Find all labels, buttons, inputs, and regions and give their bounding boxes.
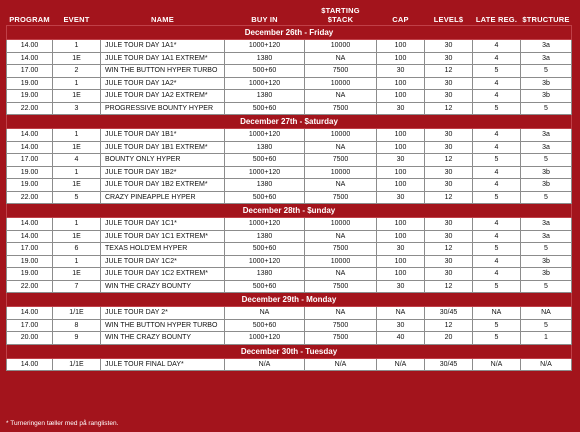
cell-levels: 12 <box>425 280 473 293</box>
cell-late-reg: 5 <box>473 319 521 332</box>
cell-late-reg: 4 <box>473 179 521 192</box>
cell-buyin: 1380 <box>225 230 305 243</box>
cell-event: 1 <box>53 129 101 142</box>
cell-late-reg: 4 <box>473 218 521 231</box>
schedule-body <box>7 26 572 371</box>
day-header-row <box>7 204 572 218</box>
cell-cap: 100 <box>377 52 425 65</box>
cell-stack: 7500 <box>305 319 377 332</box>
cell-structure: 3a <box>521 40 572 53</box>
cell-stack: 7500 <box>305 154 377 167</box>
cell-cap: 100 <box>377 268 425 281</box>
header-buyin: BUY IN <box>251 15 278 24</box>
cell-stack: NA <box>305 307 377 320</box>
cell-late-reg: 5 <box>473 280 521 293</box>
cell-late-reg: 5 <box>473 154 521 167</box>
cell-stack: 10000 <box>305 40 377 53</box>
table-row <box>7 332 572 345</box>
cell-stack: NA <box>305 52 377 65</box>
cell-structure: 3b <box>521 90 572 103</box>
table-row <box>7 179 572 192</box>
cell-program: 19.00 <box>7 90 53 103</box>
cell-cap: N/A <box>377 358 425 371</box>
table-row <box>7 52 572 65</box>
cell-structure: 5 <box>521 65 572 78</box>
header-structure: $TRUCTURE <box>522 15 570 24</box>
cell-program: 17.00 <box>7 319 53 332</box>
cell-event: 1/1E <box>53 358 101 371</box>
cell-cap: 100 <box>377 129 425 142</box>
cell-name: PROGRESSIVE BOUNTY HYPER <box>101 102 225 115</box>
footnote: * Turneringen tæller med på ranglisten. <box>6 420 119 427</box>
cell-name: JULE TOUR DAY 1C2 EXTREM* <box>101 268 225 281</box>
cell-levels: 12 <box>425 65 473 78</box>
cell-stack: 7500 <box>305 332 377 345</box>
cell-stack: NA <box>305 230 377 243</box>
cell-cap: 100 <box>377 141 425 154</box>
cell-late-reg: 5 <box>473 102 521 115</box>
cell-levels: 20 <box>425 332 473 345</box>
header-program: PROGRAM <box>9 15 50 24</box>
day-header-row <box>7 115 572 129</box>
cell-cap: 30 <box>377 280 425 293</box>
cell-levels: 30 <box>425 230 473 243</box>
table-row <box>7 141 572 154</box>
cell-late-reg: 5 <box>473 65 521 78</box>
cell-buyin: 500+60 <box>225 280 305 293</box>
cell-stack: 10000 <box>305 218 377 231</box>
cell-event: 4 <box>53 154 101 167</box>
table-row <box>7 319 572 332</box>
cell-cap: 30 <box>377 154 425 167</box>
cell-name: WIN THE BUTTON HYPER TURBO <box>101 319 225 332</box>
cell-cap: 100 <box>377 230 425 243</box>
cell-buyin: NA <box>225 307 305 320</box>
cell-program: 17.00 <box>7 154 53 167</box>
cell-name: JULE TOUR DAY 2* <box>101 307 225 320</box>
cell-levels: 30 <box>425 52 473 65</box>
cell-cap: 30 <box>377 191 425 204</box>
cell-structure: 3b <box>521 77 572 90</box>
cell-buyin: 1000+120 <box>225 166 305 179</box>
cell-name: JULE TOUR DAY 1B2* <box>101 166 225 179</box>
cell-levels: 30 <box>425 268 473 281</box>
cell-levels: 30 <box>425 218 473 231</box>
cell-stack: NA <box>305 268 377 281</box>
cell-name: JULE TOUR DAY 1B2 EXTREM* <box>101 179 225 192</box>
cell-levels: 30 <box>425 129 473 142</box>
cell-cap: 100 <box>377 166 425 179</box>
cell-program: 22.00 <box>7 191 53 204</box>
cell-structure: 3b <box>521 179 572 192</box>
table-row <box>7 129 572 142</box>
cell-event: 1 <box>53 166 101 179</box>
cell-event: 2 <box>53 65 101 78</box>
cell-event: 1 <box>53 77 101 90</box>
cell-stack: 7500 <box>305 102 377 115</box>
cell-program: 14.00 <box>7 358 53 371</box>
cell-late-reg: 4 <box>473 268 521 281</box>
cell-program: 19.00 <box>7 166 53 179</box>
cell-buyin: 1000+120 <box>225 332 305 345</box>
cell-event: 1E <box>53 52 101 65</box>
cell-buyin: 1380 <box>225 268 305 281</box>
cell-stack: 10000 <box>305 77 377 90</box>
cell-name: JULE TOUR DAY 1C1 EXTREM* <box>101 230 225 243</box>
cell-structure: 3a <box>521 129 572 142</box>
cell-late-reg: 4 <box>473 52 521 65</box>
cell-structure: 3a <box>521 230 572 243</box>
cell-late-reg: N/A <box>473 358 521 371</box>
table-row <box>7 77 572 90</box>
cell-structure: 3b <box>521 255 572 268</box>
cell-program: 17.00 <box>7 243 53 256</box>
day-label: December 30th - Tuesday <box>7 344 572 358</box>
cell-program: 14.00 <box>7 52 53 65</box>
table-row <box>7 90 572 103</box>
cell-buyin: 1380 <box>225 141 305 154</box>
cell-program: 17.00 <box>7 65 53 78</box>
cell-buyin: 500+60 <box>225 191 305 204</box>
cell-name: JULE TOUR DAY 1B1* <box>101 129 225 142</box>
cell-event: 7 <box>53 280 101 293</box>
table-row <box>7 358 572 371</box>
cell-levels: 30 <box>425 179 473 192</box>
cell-name: JULE TOUR DAY 1C1* <box>101 218 225 231</box>
cell-late-reg: 5 <box>473 191 521 204</box>
header-row <box>7 2 572 26</box>
cell-event: 5 <box>53 191 101 204</box>
cell-buyin: N/A <box>225 358 305 371</box>
cell-stack: 10000 <box>305 255 377 268</box>
cell-cap: 100 <box>377 255 425 268</box>
cell-event: 9 <box>53 332 101 345</box>
cell-program: 19.00 <box>7 77 53 90</box>
table-row <box>7 218 572 231</box>
cell-structure: 5 <box>521 191 572 204</box>
header-name: NAME <box>151 15 174 24</box>
cell-late-reg: 4 <box>473 141 521 154</box>
cell-buyin: 500+60 <box>225 102 305 115</box>
cell-cap: 100 <box>377 179 425 192</box>
cell-name: CRAZY PINEAPPLE HYPER <box>101 191 225 204</box>
cell-levels: 12 <box>425 154 473 167</box>
cell-structure: 5 <box>521 280 572 293</box>
cell-cap: 30 <box>377 319 425 332</box>
cell-stack: 7500 <box>305 243 377 256</box>
cell-buyin: 500+60 <box>225 154 305 167</box>
cell-stack: N/A <box>305 358 377 371</box>
cell-buyin: 1000+120 <box>225 218 305 231</box>
cell-late-reg: 4 <box>473 90 521 103</box>
cell-program: 14.00 <box>7 141 53 154</box>
cell-name: JULE TOUR DAY 1B1 EXTREM* <box>101 141 225 154</box>
cell-levels: 30 <box>425 141 473 154</box>
cell-name: JULE TOUR DAY 1A2 EXTREM* <box>101 90 225 103</box>
cell-program: 14.00 <box>7 307 53 320</box>
cell-name: JULE TOUR FINAL DAY* <box>101 358 225 371</box>
cell-late-reg: 4 <box>473 129 521 142</box>
cell-name: BOUNTY ONLY HYPER <box>101 154 225 167</box>
cell-levels: 30 <box>425 166 473 179</box>
cell-cap: 40 <box>377 332 425 345</box>
cell-buyin: 1000+120 <box>225 40 305 53</box>
cell-event: 1E <box>53 268 101 281</box>
tournament-schedule-table <box>6 2 572 371</box>
cell-cap: 30 <box>377 102 425 115</box>
cell-event: 1 <box>53 218 101 231</box>
cell-levels: 30 <box>425 90 473 103</box>
day-label: December 29th - Monday <box>7 293 572 307</box>
day-header-row <box>7 344 572 358</box>
cell-program: 22.00 <box>7 102 53 115</box>
cell-buyin: 1000+120 <box>225 77 305 90</box>
cell-program: 14.00 <box>7 129 53 142</box>
cell-levels: 12 <box>425 191 473 204</box>
cell-program: 14.00 <box>7 230 53 243</box>
cell-event: 1 <box>53 40 101 53</box>
table-row <box>7 65 572 78</box>
cell-buyin: 1000+120 <box>225 255 305 268</box>
cell-program: 19.00 <box>7 255 53 268</box>
header-event: EVENT <box>63 15 90 24</box>
cell-name: WIN THE BUTTON HYPER TURBO <box>101 65 225 78</box>
cell-program: 20.00 <box>7 332 53 345</box>
header-late-reg: LATE REG. <box>475 15 518 24</box>
cell-program: 14.00 <box>7 218 53 231</box>
cell-structure: 5 <box>521 102 572 115</box>
cell-event: 1E <box>53 90 101 103</box>
cell-program: 14.00 <box>7 40 53 53</box>
header-stack-text: $TARTING $TACK <box>321 6 360 24</box>
table-row <box>7 255 572 268</box>
cell-structure: N/A <box>521 358 572 371</box>
cell-levels: 12 <box>425 243 473 256</box>
cell-buyin: 500+60 <box>225 243 305 256</box>
cell-name: WIN THE CRAZY BOUNTY <box>101 332 225 345</box>
cell-name: JULE TOUR DAY 1A2* <box>101 77 225 90</box>
cell-buyin: 1380 <box>225 52 305 65</box>
cell-late-reg: 5 <box>473 243 521 256</box>
cell-event: 1E <box>53 179 101 192</box>
cell-buyin: 500+60 <box>225 319 305 332</box>
cell-levels: 30 <box>425 77 473 90</box>
cell-cap: NA <box>377 307 425 320</box>
cell-structure: 3a <box>521 218 572 231</box>
cell-name: JULE TOUR DAY 1C2* <box>101 255 225 268</box>
day-header-row <box>7 26 572 40</box>
table-row <box>7 268 572 281</box>
cell-cap: 30 <box>377 65 425 78</box>
table-row <box>7 230 572 243</box>
cell-cap: 100 <box>377 77 425 90</box>
cell-structure: 5 <box>521 319 572 332</box>
cell-late-reg: 4 <box>473 166 521 179</box>
cell-stack: 7500 <box>305 65 377 78</box>
cell-late-reg: 4 <box>473 40 521 53</box>
cell-late-reg: 5 <box>473 332 521 345</box>
cell-stack: 10000 <box>305 129 377 142</box>
header-starting-stack <box>305 2 377 26</box>
day-label: December 28th - $unday <box>7 204 572 218</box>
cell-structure: 3b <box>521 268 572 281</box>
day-label: December 27th - $aturday <box>7 115 572 129</box>
cell-stack: 7500 <box>305 191 377 204</box>
header-levels: LEVEL$ <box>433 15 464 24</box>
cell-event: 6 <box>53 243 101 256</box>
cell-levels: 12 <box>425 319 473 332</box>
cell-event: 1 <box>53 255 101 268</box>
table-row <box>7 102 572 115</box>
cell-buyin: 1000+120 <box>225 129 305 142</box>
cell-structure: 3b <box>521 166 572 179</box>
table-row <box>7 154 572 167</box>
cell-structure: 5 <box>521 154 572 167</box>
cell-levels: 30/45 <box>425 358 473 371</box>
cell-structure: 1 <box>521 332 572 345</box>
cell-name: WIN THE CRAZY BOUNTY <box>101 280 225 293</box>
cell-levels: 30/45 <box>425 307 473 320</box>
cell-late-reg: 4 <box>473 255 521 268</box>
table-row <box>7 191 572 204</box>
cell-event: 3 <box>53 102 101 115</box>
table-row <box>7 166 572 179</box>
schedule-frame <box>2 2 578 430</box>
cell-event: 1/1E <box>53 307 101 320</box>
table-row <box>7 243 572 256</box>
cell-program: 19.00 <box>7 268 53 281</box>
cell-program: 22.00 <box>7 280 53 293</box>
cell-structure: 5 <box>521 243 572 256</box>
cell-cap: 100 <box>377 218 425 231</box>
cell-late-reg: 4 <box>473 230 521 243</box>
cell-structure: 3a <box>521 141 572 154</box>
table-row <box>7 40 572 53</box>
cell-stack: 7500 <box>305 280 377 293</box>
cell-buyin: 500+60 <box>225 65 305 78</box>
cell-levels: 30 <box>425 255 473 268</box>
cell-buyin: 1380 <box>225 90 305 103</box>
cell-event: 8 <box>53 319 101 332</box>
cell-program: 19.00 <box>7 179 53 192</box>
table-row <box>7 280 572 293</box>
cell-cap: 100 <box>377 40 425 53</box>
cell-levels: 30 <box>425 40 473 53</box>
cell-event: 1E <box>53 230 101 243</box>
cell-stack: 10000 <box>305 166 377 179</box>
cell-stack: NA <box>305 179 377 192</box>
cell-name: JULE TOUR DAY 1A1* <box>101 40 225 53</box>
cell-event: 1E <box>53 141 101 154</box>
cell-late-reg: 4 <box>473 77 521 90</box>
cell-cap: 100 <box>377 90 425 103</box>
cell-cap: 30 <box>377 243 425 256</box>
cell-name: TEXAS HOLD'EM HYPER <box>101 243 225 256</box>
day-header-row <box>7 293 572 307</box>
cell-stack: NA <box>305 141 377 154</box>
cell-structure: NA <box>521 307 572 320</box>
cell-buyin: 1380 <box>225 179 305 192</box>
cell-stack: NA <box>305 90 377 103</box>
cell-structure: 3a <box>521 52 572 65</box>
header-cap: CAP <box>392 15 409 24</box>
table-row <box>7 307 572 320</box>
day-label: December 26th - Friday <box>7 26 572 40</box>
cell-late-reg: NA <box>473 307 521 320</box>
cell-levels: 12 <box>425 102 473 115</box>
cell-name: JULE TOUR DAY 1A1 EXTREM* <box>101 52 225 65</box>
